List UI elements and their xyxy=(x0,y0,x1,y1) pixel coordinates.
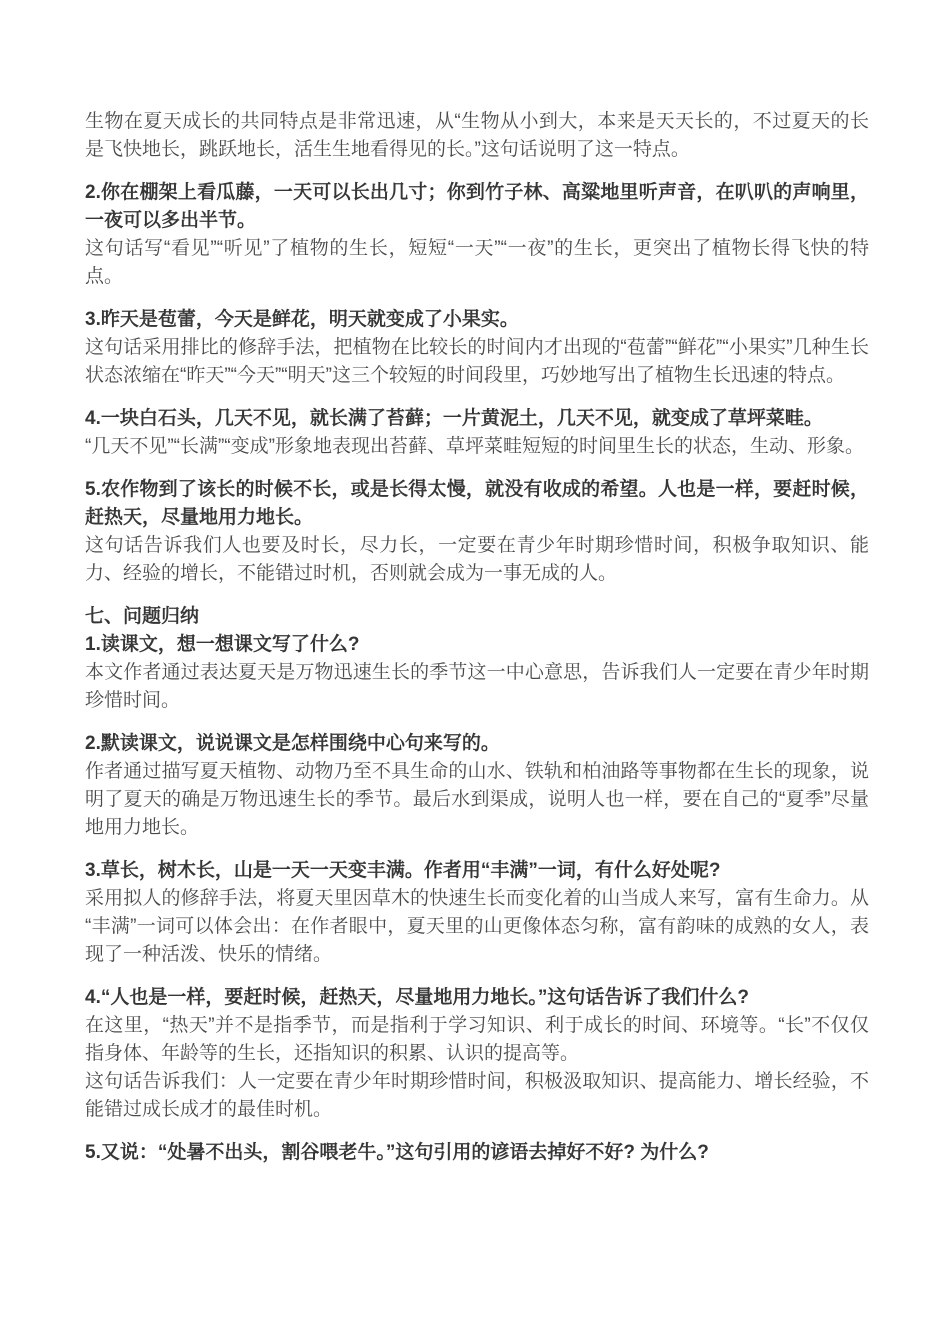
analysis-paragraph: 生物在夏天成长的共同特点是非常迅速，从“生物从小到大，本来是天天长的，不过夏天的长是飞快地长，跳跃地长，活生生地看得见的长。”这句话说明了这一特点。 xyxy=(85,111,869,160)
text-block xyxy=(85,857,869,969)
answer-paragraph: 作者通过描写夏天植物、动物乃至不具生命的山水、铁轨和柏油路等事物都在生长的现象，说明了夏天的确是万物迅速生长的季节。最后水到渠成，说明人也一样，要在自己的“夏季”尽量地用力地长。 xyxy=(85,761,869,838)
answer-paragraph: 这句话告诉我们：人一定要在青少年时期珍惜时间，积极汲取知识、提高能力、增长经验，不能错过成长成才的最佳时机。 xyxy=(85,1071,869,1120)
sentence-quote-2: 2.你在棚架上看瓜藤，一天可以长出几寸；你到竹子林、高粱地里听声音，在叭叭的声响里，一夜可以多出半节。 xyxy=(85,182,869,231)
question-1: 1.读课文，想一想课文写了什么? xyxy=(85,634,360,655)
text-block xyxy=(85,306,869,390)
text-block xyxy=(85,405,869,461)
answer-paragraph: 采用拟人的修辞手法，将夏天里因草木的快速生长而变化着的山当成人来写，富有生命力。从“丰满”一词可以体会出：在作者眼中，夏天里的山更像体态匀称，富有韵味的成熟的女人，表现了一种活泼、快乐的情绪。 xyxy=(85,888,869,965)
sentence-quote-3: 3.昨天是苞蕾，今天是鲜花，明天就变成了小果实。 xyxy=(85,309,519,330)
text-block xyxy=(85,603,869,715)
question-5: 5.又说：“处暑不出头，割谷喂老牛。”这句引用的谚语去掉好不好? 为什么? xyxy=(85,1142,709,1163)
analysis-paragraph: 这句话采用排比的修辞手法，把植物在比较长的时间内才出现的“苞蕾”“鲜花”“小果实”几种生长状态浓缩在“昨天”“今天”“明天”这三个较短的时间段里，巧妙地写出了植物生长迅速的特点。 xyxy=(85,337,869,386)
analysis-paragraph: “几天不见”“长满”“变成”形象地表现出苔藓、草坪菜畦短短的时间里生长的状态，生动、形象。 xyxy=(85,436,864,457)
answer-paragraph: 在这里，“热天”并不是指季节，而是指利于学习知识、利于成长的时间、环境等。“长”不仅仅指身体、年龄等的生长，还指知识的积累、认识的提高等。 xyxy=(85,1015,869,1064)
sentence-quote-4: 4.一块白石头，几天不见，就长满了苔藓；一片黄泥土，几天不见，就变成了草坪菜畦。 xyxy=(85,408,823,429)
text-block xyxy=(85,1139,869,1167)
text-block xyxy=(85,108,869,164)
text-block xyxy=(85,476,869,588)
text-block xyxy=(85,179,869,291)
question-4: 4.“人也是一样，要赶时候，赶热天，尽量地用力地长。”这句话告诉了我们什么? xyxy=(85,987,749,1008)
analysis-paragraph: 这句话写“看见”“听见”了植物的生长，短短“一天”“一夜”的生长，更突出了植物长得飞快的特点。 xyxy=(85,238,869,287)
section-heading: 七、问题归纳 xyxy=(85,606,200,627)
text-block xyxy=(85,984,869,1124)
sentence-quote-5: 5.农作物到了该长的时候不长，或是长得太慢，就没有收成的希望。人也是一样，要赶时候，赶热天，尽量地用力地长。 xyxy=(85,479,869,528)
text-block xyxy=(85,730,869,842)
analysis-paragraph: 这句话告诉我们人也要及时长，尽力长，一定要在青少年时期珍惜时间，积极争取知识、能力、经验的增长，不能错过时机，否则就会成为一事无成的人。 xyxy=(85,535,869,584)
answer-paragraph: 本文作者通过表达夏天是万物迅速生长的季节这一中心意思，告诉我们人一定要在青少年时期珍惜时间。 xyxy=(85,662,869,711)
question-3: 3.草长，树木长，山是一天一天变丰满。作者用“丰满”一词，有什么好处呢? xyxy=(85,860,721,881)
question-2: 2.默读课文，说说课文是怎样围绕中心句来写的。 xyxy=(85,733,500,754)
